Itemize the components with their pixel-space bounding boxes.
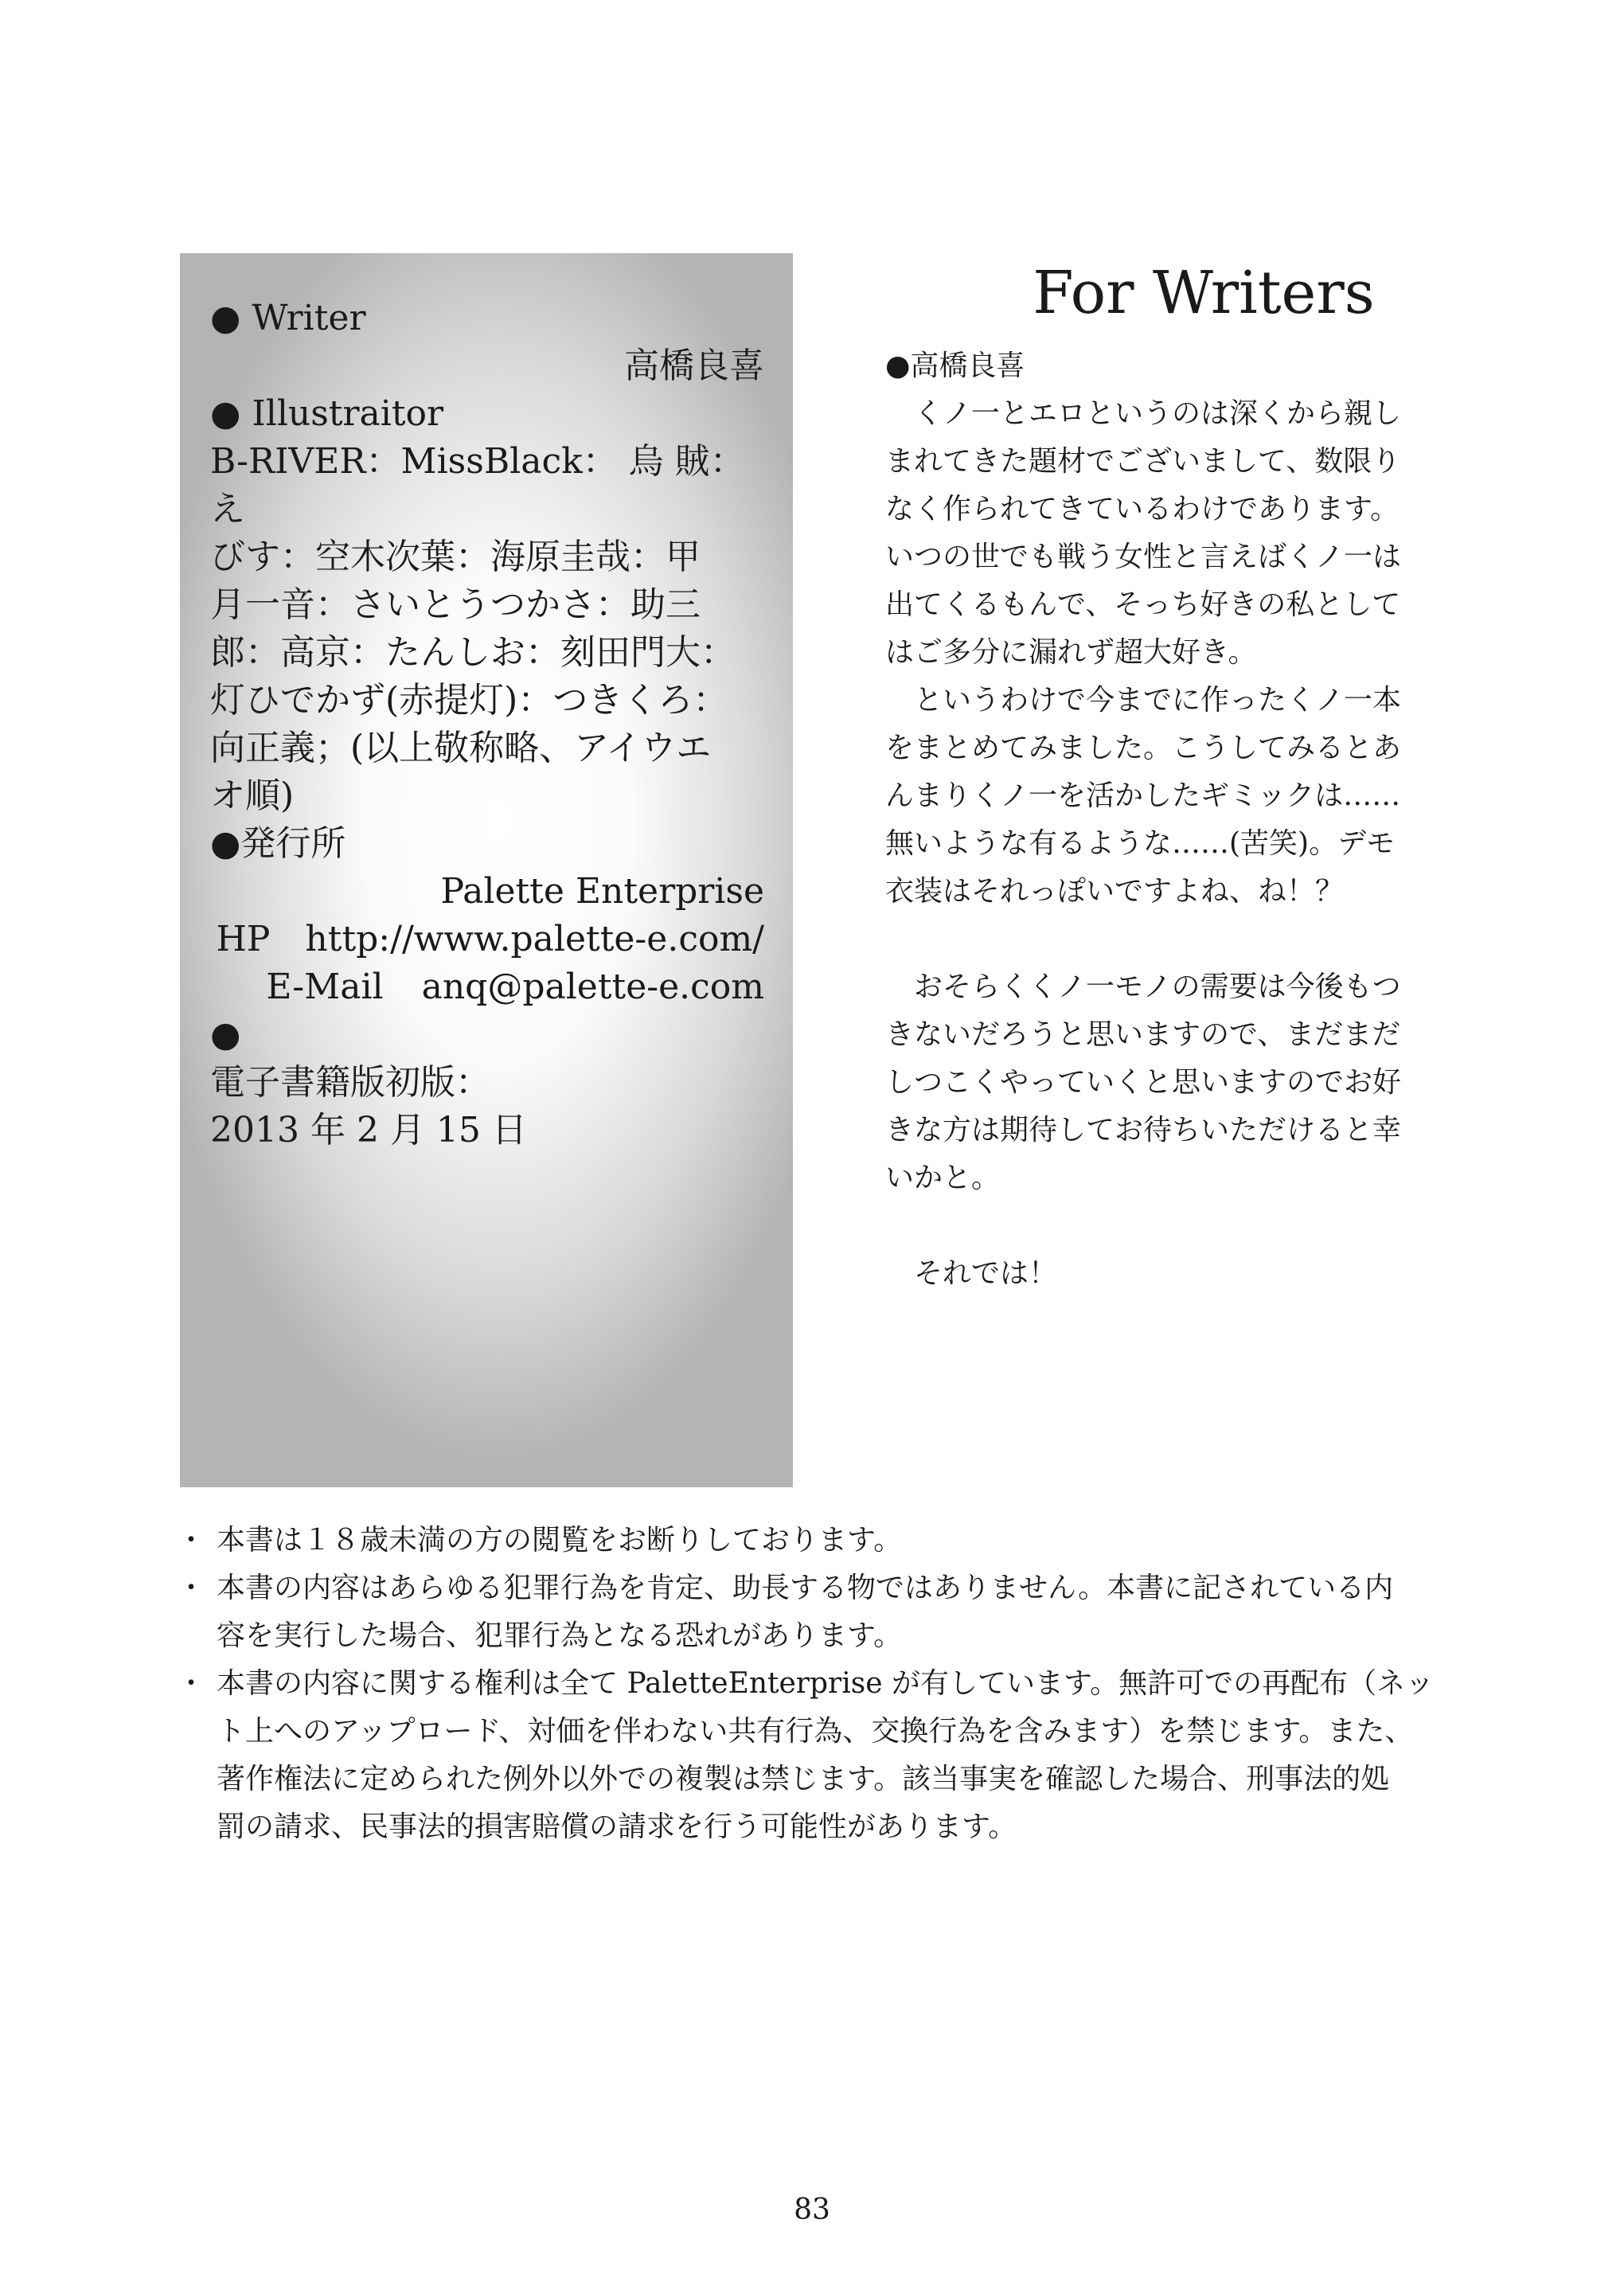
notice-line: 容を実行した場合、犯罪行為となる恐れがあります。 (217, 1619, 903, 1652)
notice-line: 著作権法に定められた例外以外での複製は禁じます。該当事実を確認した場合、刑事法的処 (217, 1763, 1390, 1795)
writer-name: 高橋良喜 (624, 346, 764, 386)
afterword-line: それでは！ (885, 1257, 1058, 1290)
notice-line: 本書は１８歳未満の方の閲覧をお断りしております。 (217, 1524, 903, 1557)
notice-line: 本書の内容に関する権利は全て PaletteEnterprise が有しています。無許可での再配布（ネッ (217, 1667, 1435, 1700)
bullet-mark: ・ (177, 1667, 206, 1700)
hp-label: HP (216, 919, 271, 959)
afterword-line: をまとめてみました。こうしてみるとあ (885, 732, 1402, 764)
bullet-mark: ・ (177, 1572, 206, 1604)
afterword-line: くノ一とエロというのは深くから親し (885, 397, 1402, 430)
writer-heading: ● Writer (210, 298, 366, 338)
notice-line: ト上へのアップロード、対価を伴わない共有行為、交換行為を含みます）を禁じます。また、 (217, 1715, 1414, 1748)
afterword-line: しつこくやっていくと思いますのでお好 (885, 1066, 1402, 1099)
notice-item (177, 1564, 1466, 1660)
afterword-line: まれてきた題材でございまして、数限り (885, 445, 1401, 478)
afterword-line: いつの世でも戦う女性と言えばくノ一は (885, 541, 1402, 573)
illustrator-heading: ● Illustraitor (210, 393, 444, 434)
afterword-line: というわけで今までに作ったくノ一本 (885, 684, 1402, 717)
afterword-line: んまりくノ一を活かしたギミックは…… (885, 779, 1401, 812)
notice-line: 罰の請求、民事法的損害賠償の請求を行う可能性があります。 (217, 1811, 1017, 1843)
afterword-line: きな方は期待してお待ちいただけると幸 (885, 1114, 1402, 1146)
publisher-hp (210, 916, 764, 963)
illustrator-line: オ順) (210, 775, 295, 816)
edition-date: 2013 年 2 月 15 日 (210, 1110, 527, 1150)
edition-bullet: ● (210, 1014, 241, 1055)
page-number: 83 (794, 2193, 830, 2226)
illustrator-section (210, 390, 764, 820)
hp-url: http://www.palette-e.com/ (305, 919, 764, 959)
notice-item (177, 1660, 1466, 1851)
bullet-mark: ・ (177, 1524, 206, 1557)
illustrator-line: B-RIVER：MissBlack： 烏 賊： え (210, 441, 745, 529)
credits-panel (180, 253, 793, 1487)
afterword-line: 出てくるもんで、そっち好きの私として (885, 588, 1401, 621)
notice-line: 本書の内容はあらゆる犯罪行為を肯定、助長する物ではありません。本書に記されている内 (217, 1572, 1394, 1604)
afterword-line: 衣装はそれっぽいですよね、ね！？ (885, 875, 1345, 908)
afterword-paragraph (885, 390, 1427, 677)
writer-section (210, 295, 764, 390)
afterword-paragraph (885, 677, 1427, 916)
illustrator-line: 向正義；(以上敬称略、アイウエ (210, 728, 712, 768)
legal-notices (177, 1517, 1466, 1851)
author-name: ●高橋良喜 (885, 350, 1025, 382)
afterword-line: なく作られてきているわけであります。 (885, 493, 1400, 525)
illustrator-line: 月一音：さいとうつかさ：助三 (210, 584, 701, 625)
afterword-line: はご多分に漏れず超大好き。 (885, 636, 1257, 669)
page-title: For Writers (1033, 259, 1375, 327)
afterword-line: いかと。 (885, 1162, 1001, 1194)
edition-label: 電子書籍版初版： (210, 1062, 490, 1103)
afterword-line: 無いような有るような……(苦笑)。デモ (885, 827, 1396, 860)
illustrator-line: 灯ひでかず(赤提灯)：つきくろ： (210, 680, 728, 721)
afterword-paragraph (885, 963, 1427, 1202)
email-label: E-Mail (266, 967, 384, 1007)
notice-item (177, 1517, 1466, 1564)
for-writers-column (885, 253, 1427, 1298)
email-address: anq@palette-e.com (421, 967, 764, 1007)
publisher-name: Palette Enterprise (440, 871, 764, 912)
illustrator-line: 郎：高京：たんしお：刻田門大： (210, 632, 736, 673)
afterword-paragraph (885, 1250, 1427, 1298)
publisher-section (210, 820, 764, 1154)
afterword-line: おそらくくノ一モノの需要は今後もつ (885, 971, 1401, 1003)
publisher-heading: ●発行所 (210, 823, 346, 864)
illustrator-line: びす：空木次葉：海原圭哉：甲 (210, 537, 701, 577)
afterword-line: きないだろうと思いますので、まだまだ (885, 1018, 1401, 1051)
publisher-email (210, 963, 764, 1011)
